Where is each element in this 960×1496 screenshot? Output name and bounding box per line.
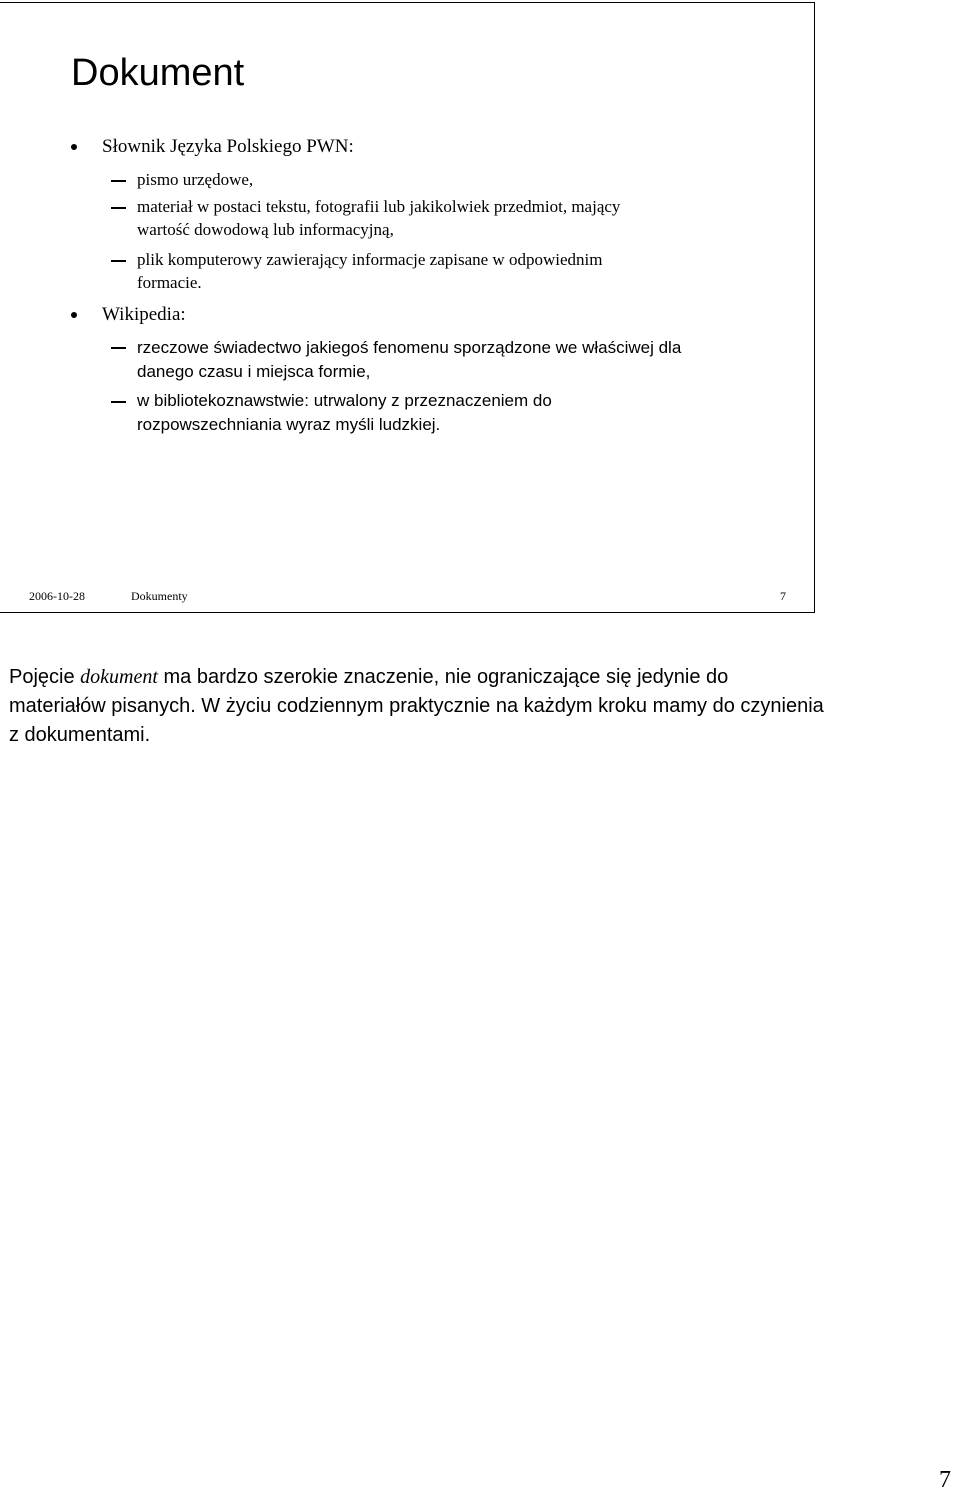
definition-line: pismo urzędowe, bbox=[137, 170, 254, 189]
bullet-label-pwn: Słownik Języka Polskiego PWN: bbox=[102, 136, 354, 157]
notes-text-rest: ma bardzo szerokie znaczenie, nie ograniczające się jedynie do materiałów pisanych. W życiu codziennym praktycznie na każdym kroku mamy do czynienia z dokumentami. bbox=[9, 666, 824, 746]
slide-footer-number: 7 bbox=[780, 589, 786, 603]
definition-line: w bibliotekoznawstwie: utrwalony z przeznaczeniem do bbox=[137, 391, 552, 410]
notes-paragraph bbox=[9, 663, 829, 750]
dash-marker bbox=[111, 180, 126, 182]
dash-marker bbox=[111, 207, 126, 209]
page-number: 7 bbox=[939, 1467, 951, 1493]
dash-marker bbox=[111, 347, 126, 349]
slide-footer-date: 2006-10-28 bbox=[29, 589, 85, 603]
bullet-dot bbox=[71, 312, 77, 318]
dash-marker bbox=[111, 260, 126, 262]
definition-line: materiał w postaci tekstu, fotografii lub jakikolwiek przedmiot, mający bbox=[137, 197, 621, 216]
slide-frame bbox=[0, 2, 815, 613]
dash-marker bbox=[111, 401, 126, 403]
definition-line: danego czasu i miejsca formie, bbox=[137, 362, 371, 381]
slide-footer-title: Dokumenty bbox=[131, 589, 188, 603]
definition-line: wartość dowodową lub informacyjną, bbox=[137, 220, 394, 239]
bullet-dot bbox=[71, 144, 77, 150]
definition-line: rzeczowe świadectwo jakiegoś fenomenu sporządzone we właściwej dla bbox=[137, 338, 682, 357]
notes-text-start: Pojęcie bbox=[9, 666, 81, 688]
bullet-label-wikipedia: Wikipedia: bbox=[102, 304, 186, 325]
definition-line: formacie. bbox=[137, 273, 202, 292]
definition-line: plik komputerowy zawierający informacje zapisane w odpowiednim bbox=[137, 250, 603, 269]
slide-title: Dokument bbox=[71, 52, 245, 94]
notes-italic-term: dokument bbox=[80, 666, 158, 688]
definition-line: rozpowszechniania wyraz myśli ludzkiej. bbox=[137, 415, 441, 434]
